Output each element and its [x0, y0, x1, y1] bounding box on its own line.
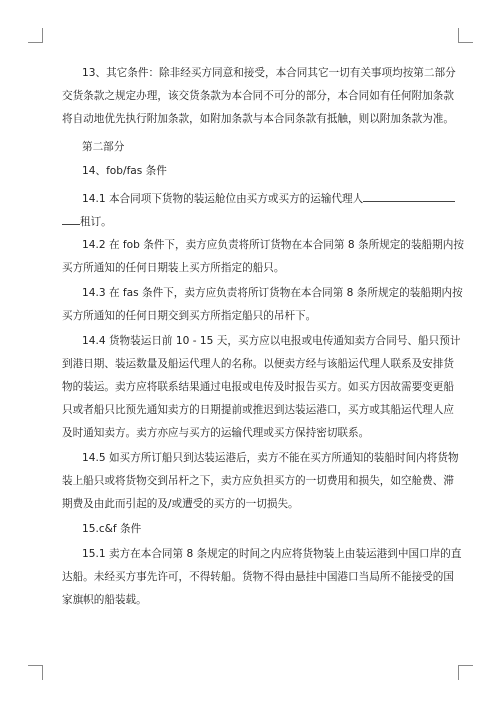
text-line: 15.1 卖方在本合同第 8 条规定的时间之内应将货物装上由装运港到中国口岸的直 — [82, 548, 462, 560]
text-line: 14.2 在 fob 条件下，卖方应负责将所订货物在本合同第 8 条所规定的装船期内按 — [82, 239, 464, 251]
text-line: 14.5 如买方所订船只到达装运港后，卖方不能在买方所通知的装船时间内将货物 — [82, 452, 459, 464]
blank-underline — [62, 213, 80, 225]
text-line: 租订。 — [80, 216, 112, 228]
paragraph-clause-14-5 — [62, 451, 459, 511]
blank-underline — [363, 190, 455, 202]
crop-mark-top-right — [458, 28, 473, 43]
text-line: 家旗帜的船装载。 — [62, 594, 147, 606]
text-line: 14.4 货物装运日前 10 - 15 天，买方应以电报或电传通知卖方合同号、船只预计 — [82, 335, 461, 347]
crop-mark-bottom-right — [458, 665, 473, 680]
paragraph-clause-15-1 — [62, 547, 462, 607]
text-line: 达船。未经买方事先许可，不得转船。货物不得由悬挂中国港口当局所不能接受的国 — [62, 571, 454, 583]
text-line: 及时通知卖方。卖方亦应与买方的运输代理或买方保持密切联系。 — [62, 427, 370, 439]
text-line: 到港日期、装运数量及船运代理人的名称。以便卖方经与该船运代理人联系及安排货 — [62, 358, 454, 370]
text-line: 物的装运。卖方应将联系结果通过电报或电传及时报告买方。如买方因故需要变更船 — [62, 381, 454, 393]
crop-mark-bottom-left — [28, 665, 43, 680]
text-line: 期费及由此而引起的及/或遭受的买方的一切损失。 — [62, 498, 299, 510]
text-line: 13、其它条件：除非经买方同意和接受，本合同其它一切有关事项均按第二部分 — [82, 67, 456, 79]
paragraph-clause-14-3 — [62, 286, 463, 323]
document-body — [62, 66, 464, 607]
text-line: 交货条款之规定办理，该交货条款为本合同不可分的部分，本合同如有任何附加条款 — [62, 90, 454, 102]
section-heading-part-two: 第二部分 — [82, 141, 125, 153]
text-line: 将自动地优先执行附加条款，如附加条款与本合同条款有抵触，则以附加条款为准。 — [62, 113, 454, 125]
clause-heading-15: 15.c&f 条件 — [82, 523, 142, 535]
text-line: 14.3 在 fas 条件下，卖方应负责将所订货物在本合同第 8 条所规定的装船期内按 — [82, 287, 463, 299]
text-line: 装上船只或将货物交到吊杆之下，卖方应负担买方的一切费用和损失，如空舱费、滞 — [62, 475, 454, 487]
text-line: 14.1 本合同项下货物的装运舱位由买方或买方的运输代理人 — [82, 193, 364, 205]
paragraph-clause-14-1 — [62, 190, 440, 227]
clause-heading-14: 14、fob/fas 条件 — [82, 165, 167, 177]
crop-mark-top-left — [28, 28, 43, 43]
text-line: 买方所通知的任何日期交到买方所指定船只的吊杆下。 — [62, 310, 317, 322]
paragraph-clause-13 — [62, 66, 456, 126]
paragraph-clause-14-4 — [62, 334, 461, 440]
text-line: 买方所通知的任何日期装上买方所指定的船只。 — [62, 262, 285, 274]
text-line: 只或者船只比预先通知卖方的日期提前或推迟到达装运港口，买方或其船运代理人应 — [62, 404, 454, 416]
paragraph-clause-14-2 — [62, 238, 464, 275]
